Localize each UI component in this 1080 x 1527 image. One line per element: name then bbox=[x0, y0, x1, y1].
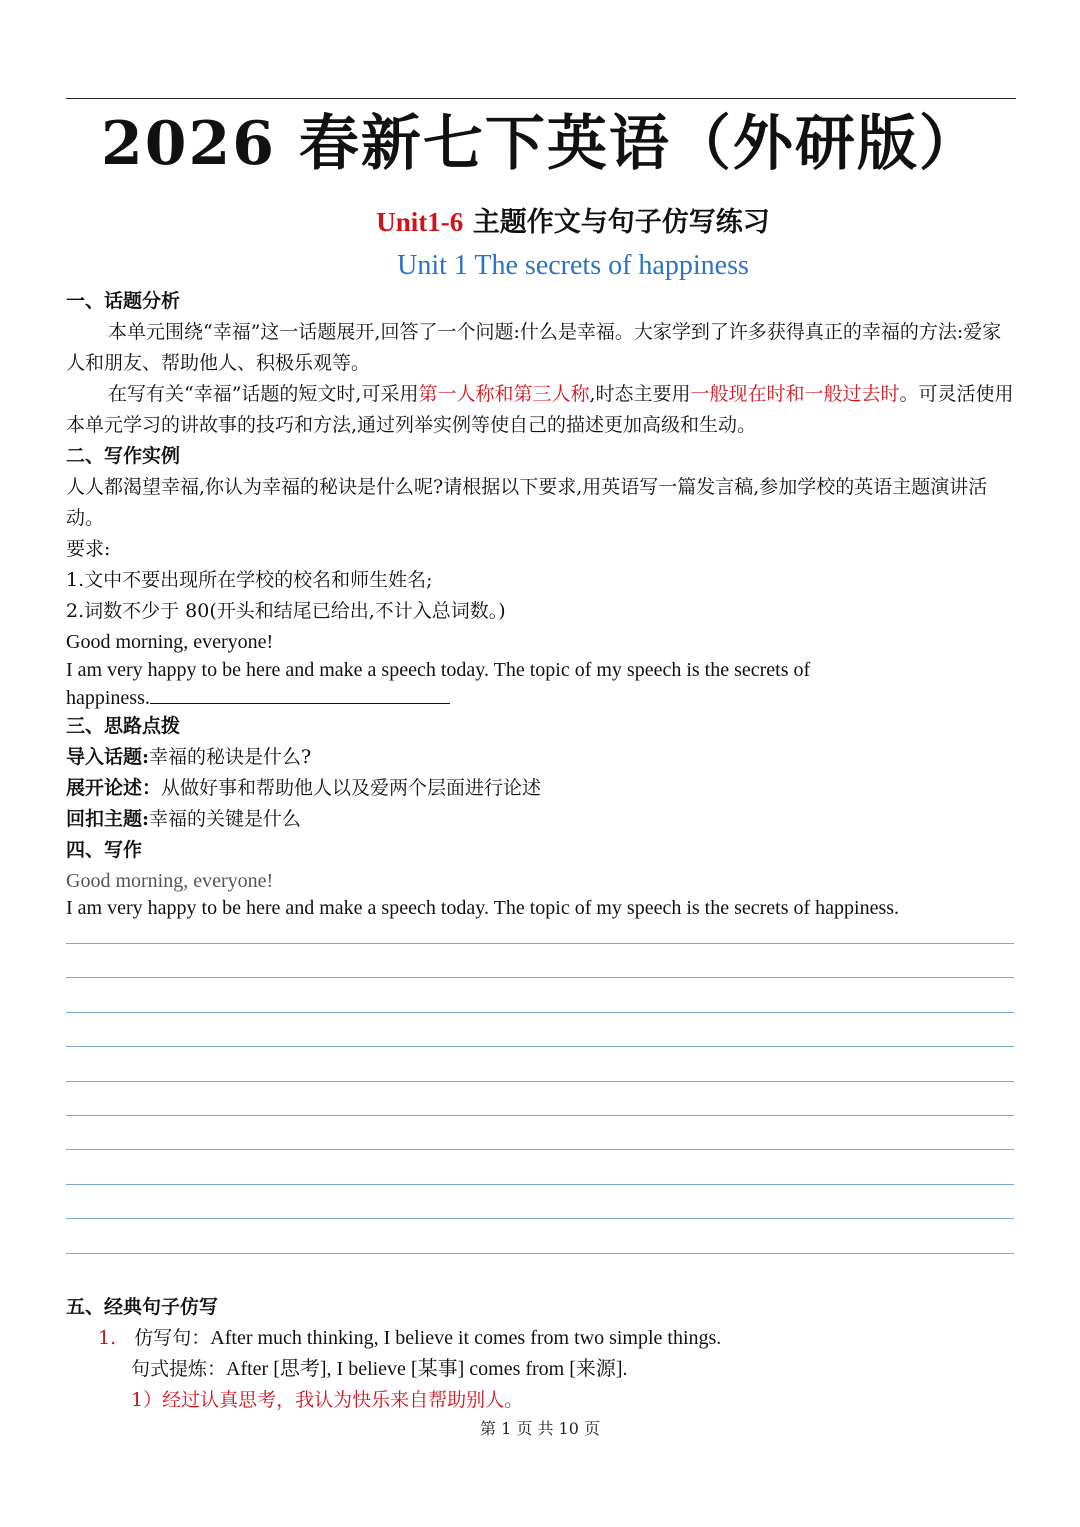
writing-line[interactable] bbox=[66, 1012, 1014, 1013]
requirement-2: 2.词数不少于 80(开头和结尾已给出,不计入总词数。) bbox=[66, 600, 506, 622]
subtitle-text: 主题作文与句子仿写练习 bbox=[463, 207, 770, 238]
writing-line[interactable] bbox=[66, 1081, 1014, 1082]
section4-heading: 四、写作 bbox=[66, 839, 143, 861]
exercise-1: 1）经过认真思考，我认为快乐来自帮助别人。 bbox=[131, 1389, 524, 1411]
pattern-label: 句式提炼： bbox=[131, 1358, 227, 1380]
model-sentence bbox=[98, 1323, 998, 1354]
writing-line[interactable] bbox=[66, 1149, 1014, 1150]
p2-part1: 在写有关“幸福”话题的短文时,可采用 bbox=[108, 383, 419, 405]
example-opening-line2 bbox=[66, 683, 1016, 714]
idea-item-3 bbox=[66, 804, 1016, 835]
section1-paragraph2 bbox=[66, 379, 1016, 441]
p2-part2: ,时态主要用 bbox=[589, 383, 691, 405]
p2-highlight-person: 第一人称和第三人称 bbox=[418, 383, 590, 405]
subtitle-unit-range: Unit1-6 bbox=[376, 207, 464, 237]
idea-item-2-label: 展开论述： bbox=[66, 777, 162, 799]
example-opening-line1: I am very happy to be here and make a speech today. The topic of my speech is the secrets of bbox=[66, 659, 811, 681]
writing-line[interactable] bbox=[66, 1046, 1014, 1047]
requirement-1: 1.文中不要出现所在学校的校名和师生姓名; bbox=[66, 569, 433, 591]
writing-line[interactable] bbox=[66, 1253, 1014, 1254]
unit-title: Unit 1 The secrets of happiness bbox=[397, 250, 749, 281]
writing-greeting: Good morning, everyone! bbox=[66, 870, 274, 892]
p2-highlight-tense: 一般现在时和一般过去时 bbox=[690, 383, 900, 405]
writing-line[interactable] bbox=[66, 943, 1014, 944]
section1-paragraph1: 本单元围绕“幸福”这一话题展开,回答了一个问题:什么是幸福。大家学到了许多获得真正的幸福的方法:爱家人和朋友、帮助他人、积极乐观等。 bbox=[66, 321, 1002, 374]
model-label: 仿写句： bbox=[134, 1327, 211, 1349]
writing-line[interactable] bbox=[66, 1115, 1014, 1116]
example-opening-happiness: happiness. bbox=[66, 687, 150, 709]
top-rule bbox=[66, 98, 1016, 99]
section2-prompt: 人人都渴望幸福,你认为幸福的秘诀是什么呢?请根据以下要求,用英语写一篇发言稿,参加学校的英语主题演讲活动。 bbox=[66, 476, 988, 529]
p2-part3: 。可灵活使用本单元学习的讲故事的技巧和方法,通过列举实例等使自己的描述更加高级和生动。 bbox=[66, 383, 1014, 436]
writing-opening: I am very happy to be here and make a speech today. The topic of my speech is the secrets of happiness. bbox=[66, 897, 900, 919]
writing-line[interactable] bbox=[66, 1184, 1014, 1185]
idea-item-3-text: 幸福的关键是什么 bbox=[149, 808, 302, 830]
pattern-text: After [思考], I believe [某事] comes from [来源]. bbox=[226, 1358, 628, 1380]
idea-item-1-label: 导入话题: bbox=[66, 746, 150, 768]
requirements-label: 要求: bbox=[66, 538, 111, 560]
page-number: 第 1 页 共 10 页 bbox=[480, 1419, 600, 1438]
item-number: 1. bbox=[98, 1327, 117, 1349]
idea-item-1-text: 幸福的秘诀是什么? bbox=[149, 746, 312, 768]
writing-line[interactable] bbox=[66, 977, 1014, 978]
sentence-pattern bbox=[131, 1354, 1011, 1385]
section5-heading: 五、经典句子仿写 bbox=[66, 1296, 219, 1318]
section1-heading: 一、话题分析 bbox=[66, 290, 181, 312]
section3-heading: 三、思路点拨 bbox=[66, 715, 181, 737]
idea-item-2 bbox=[66, 773, 1016, 804]
idea-item-1 bbox=[66, 742, 1016, 773]
idea-item-3-label: 回扣主题: bbox=[66, 808, 150, 830]
idea-item-2-text: 从做好事和帮助他人以及爱两个层面进行论述 bbox=[161, 777, 542, 799]
document-subtitle bbox=[66, 202, 1080, 243]
section2-heading: 二、写作实例 bbox=[66, 445, 181, 467]
answer-blank[interactable] bbox=[150, 687, 450, 704]
model-text: After much thinking, I believe it comes from two simple things. bbox=[210, 1327, 722, 1349]
document-title: 2026 春新七下英语（外研版） bbox=[101, 109, 981, 179]
writing-line[interactable] bbox=[66, 1218, 1014, 1219]
example-greeting: Good morning, everyone! bbox=[66, 631, 274, 653]
